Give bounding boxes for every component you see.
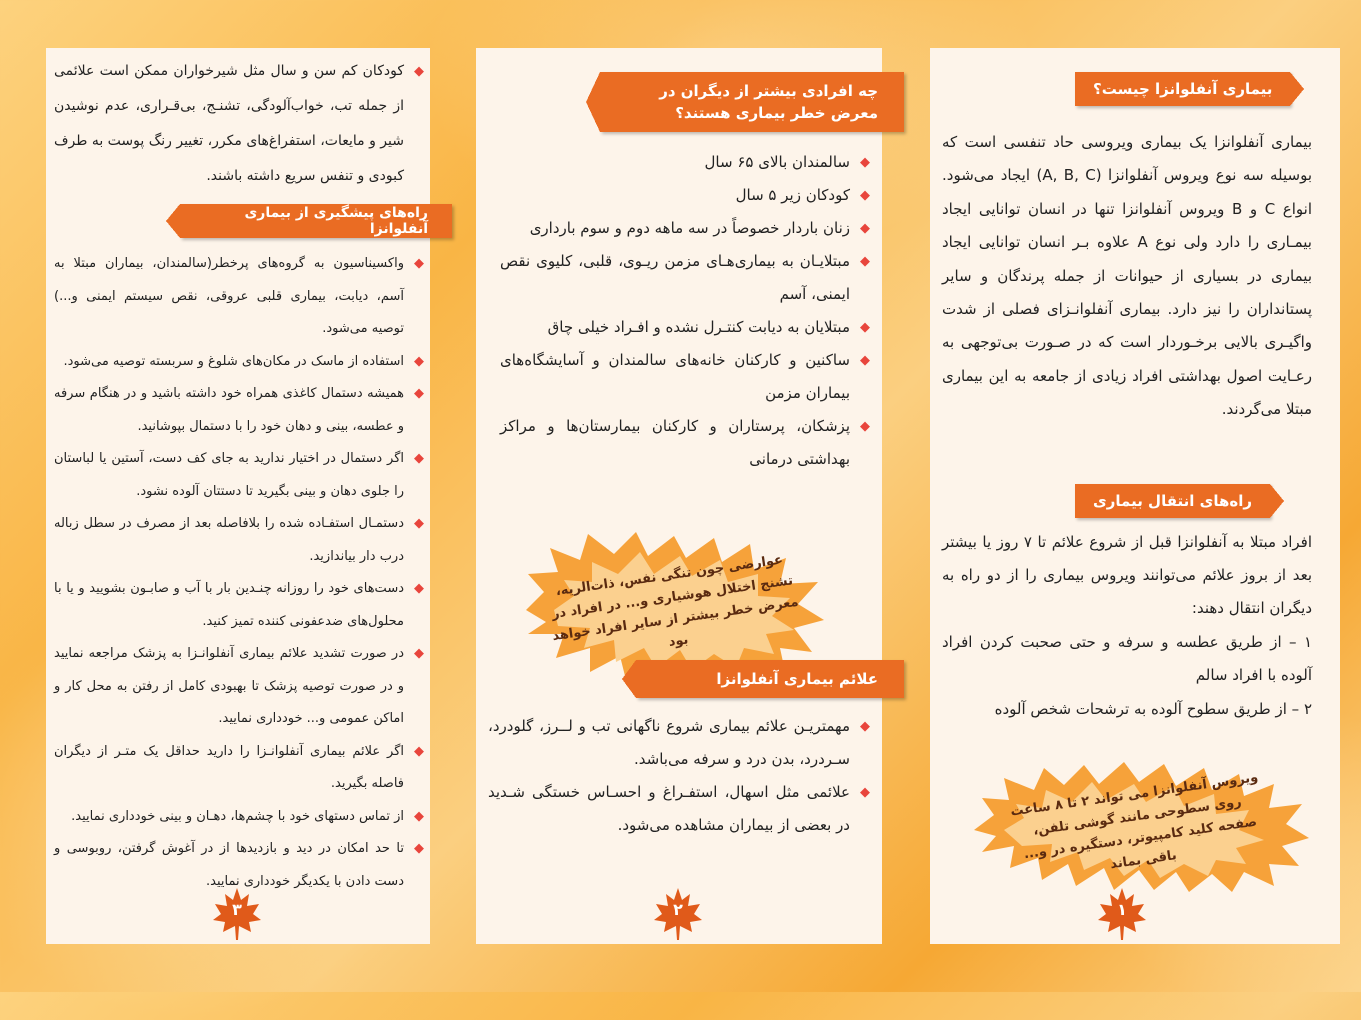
diamond-bullet-icon: ◆ [860, 221, 870, 236]
section-header-transmission [1075, 484, 1270, 518]
transmission-intro: افراد مبتلا به آنفلوانزا قبل از شروع علائم تا ۷ روز یا بیشتر بعد از بروز علائم می‌توانند ویروس بیماری را از دو راه به دیگران انتقال دهند: [942, 533, 1312, 617]
diamond-bullet-icon: ◆ [860, 719, 870, 734]
diamond-bullet-icon: ◆ [414, 353, 424, 369]
callout-text: عوارضی چون تنگی نفس، ذات‌الریه، تشنج اختلال هوشیاری و... در افراد در معرض خطر بیشتر از سایر افراد خواهد بود [550, 552, 800, 650]
diamond-bullet-icon: ◆ [860, 353, 870, 368]
diamond-bullet-icon: ◆ [860, 188, 870, 203]
list-item-text: مبتلایان به دیابت کنتـرل نشده و افـراد خیلی چاق [547, 318, 850, 336]
transmission-route-2: ۲ – از طریق سطوح آلوده به ترشحات شخص آلوده [994, 700, 1312, 718]
child-symptom-list [54, 54, 426, 194]
list-item [500, 146, 872, 179]
list-item [54, 248, 426, 346]
diamond-bullet-icon: ◆ [414, 451, 424, 466]
page-number-leaf [211, 886, 263, 942]
list-item [54, 346, 426, 379]
intro-paragraph: بیماری آنفلوانزا یک بیماری ویروسی حاد تنفسی است که بوسیله سه نوع ویروس آنفلوانزا (A, B, C) ایجاد می‌شود. انواع C و B ویروس آنفلوانزا تنها در انسان توانایی ایجاد بیمـاری را دارد ولی نوع A علاوه بـر انسان توانایی ایجاد بیماری در بسیاری از حیوانات از جمله پرندگان و سایر پستانداران را نیز دارد. بیماری آنفلوانـزای فصلی از شدت واگیـری بالایی برخـوردار است که در صـورت بی‌توجهی به رعـایت اصول بهداشتی افراد زیادی از جامعه به این بیماری مبتلا می‌گردند. [942, 133, 1312, 419]
list-item-text: کودکان زیر ۵ سال [735, 186, 850, 204]
list-item [54, 378, 426, 443]
list-item-text: اگر دستمال در اختیار ندارید به جای کف دست، آستین یا لباستان را جلوی دهان و بینی بگیرید تا دستتان آلوده نشود. [54, 451, 404, 499]
list-item [488, 776, 872, 842]
diamond-bullet-icon: ◆ [414, 64, 424, 79]
list-item-text: دستمـال استفـاده شده را بلافاصله بعد از مصرف در سطل زباله درب دار بیاندازید. [54, 516, 404, 564]
list-item [500, 179, 872, 212]
symptom-list [488, 710, 872, 842]
diamond-bullet-icon: ◆ [414, 743, 424, 759]
diamond-bullet-icon: ◆ [414, 256, 424, 271]
list-item-text: ساکنین و کارکنان خانه‌های سالمندان و آسایشگاه‌های بیماران مزمن [500, 351, 850, 402]
list-item [54, 801, 426, 834]
diamond-bullet-icon: ◆ [414, 646, 424, 661]
diamond-bullet-icon: ◆ [860, 155, 870, 170]
transmission-route-1: ۱ – از طریق عطسه و سرفه و حتی صحبت کردن افراد آلوده با افراد سالم [942, 633, 1312, 684]
panel-1 [930, 48, 1340, 944]
risk-group-list [500, 146, 872, 476]
section-header-symptoms [636, 660, 904, 698]
list-item [500, 245, 872, 311]
list-item-text: زنان باردار خصوصاً در سه ماهه دوم و سوم بارداری [529, 219, 850, 237]
list-item [54, 508, 426, 573]
list-item [500, 410, 872, 476]
diamond-bullet-icon: ◆ [860, 419, 870, 434]
diamond-bullet-icon: ◆ [414, 386, 424, 401]
diamond-bullet-icon: ◆ [414, 808, 424, 824]
list-item-text: مبتلایـان به بیماری‌هـای مزمن ریـوی، قلبی، کلیوی نقص ایمنی، آسم [500, 252, 850, 303]
list-item-text: استفاده از ماسک در مکان‌های شلوغ و سربسته توصیه می‌شود. [63, 353, 404, 369]
list-item [54, 54, 426, 194]
page-number-leaf [652, 886, 704, 942]
section-header-label: راه‌های انتقال بیماری [1093, 492, 1253, 510]
list-item-text: در صورت تشدید علائم بیماری آنفلوانـزا به پزشک مراجعه نمایید و در صورت توصیه پزشک تا بهبودی کامل از رفتن به محل کار و اماکن عمومی و... خودداری نمایید. [54, 646, 404, 726]
list-item-text: از تماس دستهای خود با چشم‌ها، دهـان و بینی خودداری نمایید. [71, 808, 404, 824]
list-item-text: واکسیناسیون به گروه‌های پرخطر(سالمندان، بیماران مبتلا به آسم، دیابت، بیماری قلبی عروقی، نقص سیستم ایمنی و...) توصیه می‌شود. [54, 256, 404, 336]
section-header-label: راه‌های پیشگیری از بیماری آنفلوانزا [244, 205, 428, 237]
list-item [500, 311, 872, 344]
list-item-text: کودکان کم سن و سال مثل شیرخواران ممکن است علائمی از جمله تب، خواب‌آلودگی، تشنـج، بی‌قـراری، عدم نوشیدن شیر و مایعات، استفراغ‌های مکرر، تغییر رنگ پوست به طرف کبودی و تنفس سریع داشته باشند. [53, 63, 404, 184]
list-item [500, 344, 872, 410]
list-item [54, 573, 426, 638]
section-header-what-is-flu [1075, 72, 1290, 106]
list-item-text: پزشکان، پرستاران و کارکنان بیمارستان‌ها و مراکز بهداشتی درمانی [500, 417, 850, 468]
diamond-bullet-icon: ◆ [414, 841, 424, 856]
callout-text: ویروس آنفلوانزا می تواند ۲ تا ۸ ساعت روی سطوحی مانند گوشی تلفن، صفحه کلید کامپیوتر، دستگیره در و... باقی بماند [1009, 769, 1260, 872]
section-header-label: بیماری آنفلوانزا چیست؟ [1093, 80, 1273, 98]
list-item-text: علائمی مثل اسهال، استفـراغ و احسـاس خستگی شـدید در بعضی از بیماران مشاهده می‌شود. [488, 783, 850, 834]
panel-3 [46, 48, 430, 944]
list-item-text: مهمتریـن علائم بیماری شروع ناگهانی تب و لــرز، گلودرد، سـردرد، بدن درد و سرفه می‌باشد. [488, 717, 850, 768]
list-item [488, 710, 872, 776]
callout-burst [964, 760, 1314, 895]
diamond-bullet-icon: ◆ [860, 320, 870, 335]
prevention-list [54, 248, 426, 898]
section-header-label: چه افرادی بیشتر از دیگران در معرض خطر بیماری هستند؟ [659, 82, 878, 122]
panel-2 [476, 48, 882, 944]
page-number-leaf [1096, 886, 1148, 942]
list-item-text: تا حد امکان در دید و بازدیدها از در آغوش گرفتن، روبوسی و دست دادن با یکدیگر خودداری نمایید. [54, 841, 404, 889]
list-item [54, 736, 426, 801]
page-number: ۳ [232, 900, 242, 919]
list-item-text: سالمندان بالای ۶۵ سال [704, 153, 850, 171]
list-item [500, 212, 872, 245]
list-item-text: اگر علائم بیماری آنفلوانـزا را دارید حداقل یک متـر از دیگران فاصله بگیرید. [54, 743, 404, 791]
diamond-bullet-icon: ◆ [860, 254, 870, 269]
list-item-text: همیشه دستمال کاغذی همراه خود داشته باشید و در هنگام سرفه و عطسه، بینی و دهان خود را با دستمال بپوشانید. [54, 386, 404, 434]
list-item [54, 443, 426, 508]
list-item-text: دست‌های خود را روزانه چنـدین بار با آب و صابـون بشویید و یا با محلول‌های ضدعفونی کننده تمیز کنید. [54, 581, 404, 629]
diamond-bullet-icon: ◆ [414, 581, 424, 596]
diamond-bullet-icon: ◆ [860, 785, 870, 800]
page-number: ۲ [673, 900, 683, 919]
section-header-risk-groups [600, 72, 904, 132]
section-header-prevention [180, 204, 452, 238]
diamond-bullet-icon: ◆ [414, 516, 424, 531]
list-item [54, 638, 426, 736]
section-header-label: علائم بیماری آنفلوانزا [716, 670, 878, 688]
page-number: ۱ [1117, 900, 1127, 919]
